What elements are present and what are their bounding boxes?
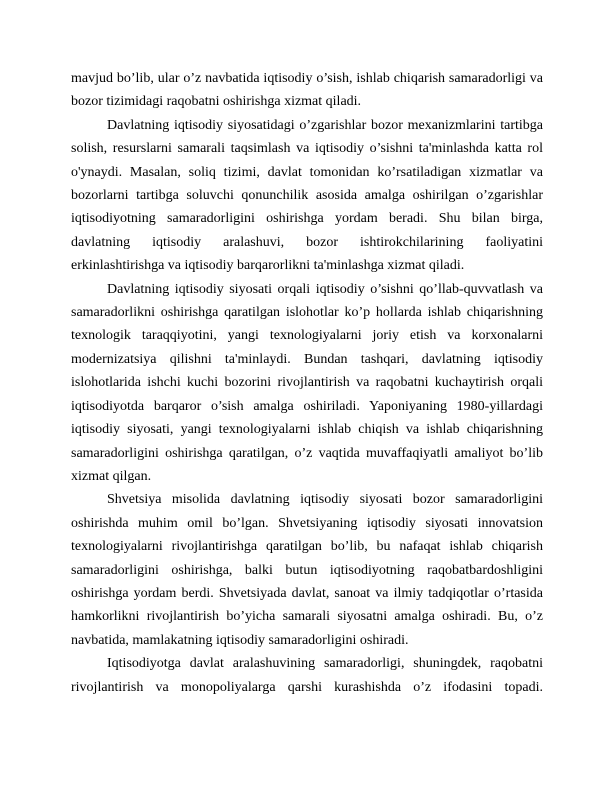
paragraph-reforms-japan: Davlatning iqtisodiy siyosati orqali iqtisodiy o’sishni qo’llab-quvvatlash va samaradorlikni oshirishga qaratilgan islohotlar ko’p hollarda ishlab chiqarishning texnologik taraqqiyotini, yangi texnologiyalarni joriy etish va korxonalarni modernizatsiya qilishni ta'minlaydi. Bundan tashqari, davlatning iqtisodiy islohotlarida ishchi kuchi bozorini rivojlantirish va raqobatni kuchaytirish orqali iqtisodiyotda barqaror o’sish amalga oshiriladi. Yaponiyaning 1980-yillardagi iqtisodiy siyosati, yangi texnologiyalarni ishlab chiqish va ishlab chiqarishning samaradorligini oshirishga qaratilgan, o’z vaqtida muvaffaqiyatli amaliyot bo’lib xizmat qilgan. bbox=[71, 281, 543, 484]
paragraph-competition: Iqtisodiyotga davlat aralashuvining samaradorligi, shuningdek, raqobatni rivojlantirish va monopoliyalarga qarshi kurashishda o’z ifodasini topadi. bbox=[71, 656, 543, 695]
paragraph-sweden-example: Shvetsiya misolida davlatning iqtisodiy siyosati bozor samaradorligini oshirishda muhim omil bo’lgan. Shvetsiyaning iqtisodiy siyosati innovatsion texnologiyalarni rivojlantirishga qaratilgan bo’lib, bu nafaqat ishlab chiqarish samaradorligini oshirishga, balki butun iqtisodiyotning raqobatbardoshligini oshirishga yordam berdi. Shvetsiyada davlat, sanoat va ilmiy tadqiqotlar o’rtasida hamkorlikni rivojlantirish bo’yicha samarali siyosatni amalga oshiradi. Bu, o’z navbatida, mamlakatning iqtisodiy samaradorligini oshiradi. bbox=[71, 492, 543, 648]
paragraph-continuation: mavjud bo’lib, ular o’z navbatida iqtisodiy o’sish, ishlab chiqarish samaradorligi va bozor tizimidagi raqobatni oshirishga xizmat qiladi. bbox=[71, 71, 543, 110]
body-text bbox=[71, 67, 543, 699]
paragraph-economic-policy-changes: Davlatning iqtisodiy siyosatidagi o’zgarishlar bozor mexanizmlarini tartibga solish, resurslarni samarali taqsimlash va iqtisodiy o’sishni ta'minlashda katta rol o'ynaydi. Masalan, soliq tizimi, davlat tomonidan ko’rsatiladigan xizmatlar va bozorlarni tartibga soluvchi qonunchilik asosida amalga oshirilgan o’zgarishlar iqtisodiyotning samaradorligini oshirishga yordam beradi. Shu bilan birga, davlatning iqtisodiy aralashuvi, bozor ishtirokchilarining faoliyatini erkinlashtirishga va iqtisodiy barqarorlikni ta'minlashga xizmat qiladi. bbox=[71, 117, 543, 274]
